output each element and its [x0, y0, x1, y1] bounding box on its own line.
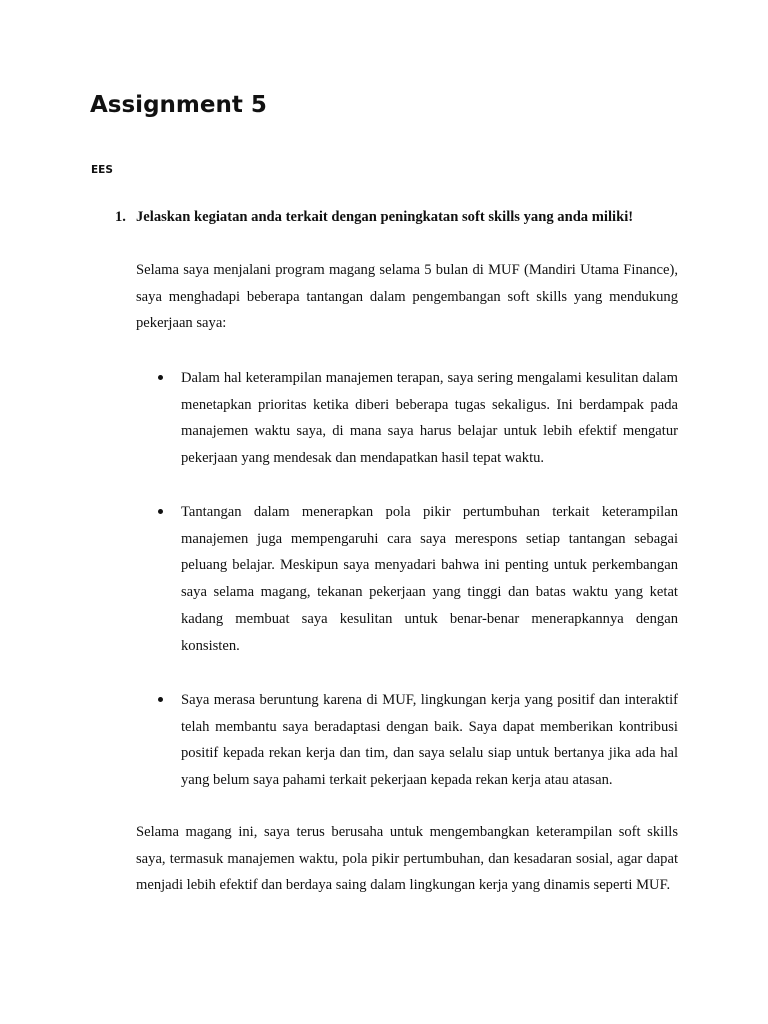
closing-paragraph: Selama magang ini, saya terus berusaha untuk mengembangkan keterampilan soft skills saya, termasuk manajemen waktu, pola pikir pertumbuhan, dan kesadaran sosial, agar dapat menjadi lebih efektif dan berdaya saing dalam lingkungan kerja yang dinamis seperti MUF. — [136, 824, 678, 894]
author-initials: EES — [91, 164, 113, 176]
bullet-icon — [158, 375, 163, 380]
question-text: Jelaskan kegiatan anda terkait dengan peningkatan soft skills yang anda miliki! — [136, 209, 634, 225]
question-heading — [115, 207, 675, 227]
bullet-text: Saya merasa beruntung karena di MUF, lingkungan kerja yang positif dan interaktif telah membantu saya beradaptasi dengan baik. Saya dapat memberikan kontribusi positif kepada rekan kerja dan tim, dan saya selalu siap untuk bertanya jika ada hal yang belum saya pahami terkait pekerjaan kepada rekan kerja atau atasan. — [181, 692, 678, 789]
bullet-icon — [158, 509, 163, 514]
document-title: Assignment 5 — [90, 92, 267, 118]
intro-paragraph: Selama saya menjalani program magang selama 5 bulan di MUF (Mandiri Utama Finance), saya menghadapi beberapa tantangan dalam pengembangan soft skills yang mendukung pekerjaan saya: — [136, 262, 678, 332]
bullet-text: Tantangan dalam menerapkan pola pikir pertumbuhan terkait keterampilan manajemen juga mempengaruhi cara saya merespons setiap tantangan sebagai peluang belajar. Meskipun saya menyadari bahwa ini penting untuk perkembangan saya selama magang, tekanan pekerjaan yang tinggi dan batas waktu yang ketat kadang membuat saya kesulitan untuk benar-benar menerapkannya dengan konsisten. — [181, 504, 678, 654]
question-number: 1. — [115, 209, 126, 225]
bullet-text: Dalam hal keterampilan manajemen terapan, saya sering mengalami kesulitan dalam menetapkan prioritas ketika diberi beberapa tugas sekaligus. Ini berdampak pada manajemen waktu saya, di mana saya harus belajar untuk lebih efektif mengatur pekerjaan yang mendesak dan mendapatkan hasil tepat waktu. — [181, 370, 678, 467]
bullet-icon — [158, 697, 163, 702]
